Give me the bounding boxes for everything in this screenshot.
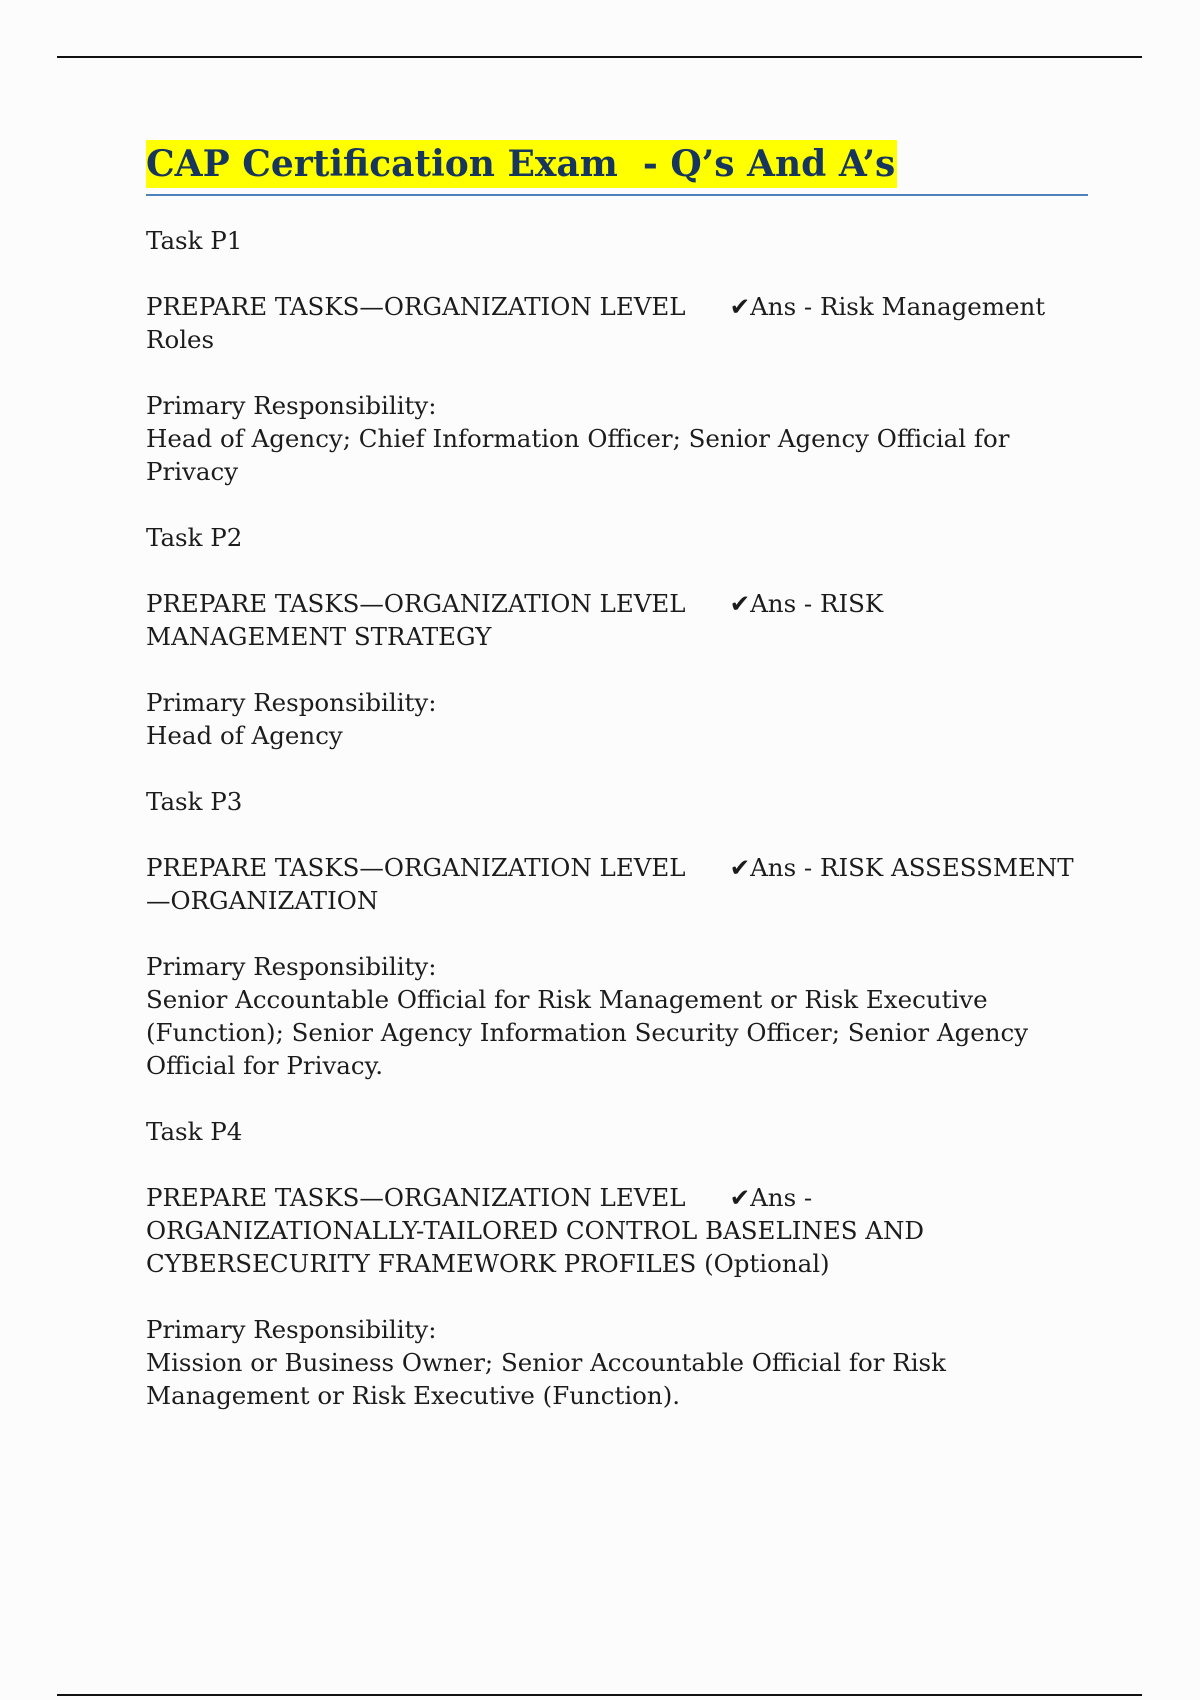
question-text: PREPARE TASKS—ORGANIZATION LEVEL: [146, 853, 686, 882]
responsibility-label: Primary Responsibility:: [146, 952, 437, 981]
checkmark-icon: ✔: [729, 292, 751, 321]
responsibility-text: Head of Agency; Chief Information Officer; Senior Agency Official for Privacy: [146, 424, 1010, 486]
answer-text: RISK MANAGEMENT STRATEGY: [146, 589, 884, 651]
responsibility-label: Primary Responsibility:: [146, 391, 437, 420]
ans-label: Ans -: [750, 853, 820, 882]
question-text: PREPARE TASKS—ORGANIZATION LEVEL: [146, 589, 686, 618]
qa-entry: [146, 1115, 1088, 1412]
qa-entry: [146, 785, 1088, 1082]
responsibility-text: Mission or Business Owner; Senior Accountable Official for Risk Management or Risk Executive (Function).: [146, 1348, 946, 1410]
answer-text: Risk Management Roles: [146, 292, 1046, 354]
responsibility-block: [146, 950, 1088, 1082]
responsibility-block: [146, 389, 1088, 488]
checkmark-icon: ✔: [729, 1183, 751, 1212]
task-label: Task P4: [146, 1117, 243, 1146]
document-title: CAP Certification Exam - Q’s And A’s: [146, 140, 897, 188]
responsibility-block: [146, 1313, 1088, 1412]
question-text: PREPARE TASKS—ORGANIZATION LEVEL: [146, 292, 686, 321]
checkmark-icon: ✔: [729, 853, 751, 882]
qa-entry: [146, 521, 1088, 752]
checkmark-icon: ✔: [729, 589, 751, 618]
title-block: [146, 140, 1088, 196]
responsibility-text: Head of Agency: [146, 721, 343, 750]
task-label: Task P3: [146, 787, 243, 816]
task-label: Task P2: [146, 523, 243, 552]
responsibility-block: [146, 686, 1088, 752]
answer-text: RISK ASSESSMENT—ORGANIZATION: [146, 853, 1074, 915]
header-rule: [57, 56, 1142, 58]
responsibility-label: Primary Responsibility:: [146, 688, 437, 717]
question-answer: [146, 587, 1088, 653]
footer-rule: [57, 1694, 1142, 1696]
question-text: PREPARE TASKS—ORGANIZATION LEVEL: [146, 1183, 686, 1212]
responsibility-text: Senior Accountable Official for Risk Management or Risk Executive (Function); Senior Agency Information Security Officer; Senior Agency Official for Privacy.: [146, 985, 1029, 1080]
question-answer: [146, 851, 1088, 917]
question-answer: [146, 1181, 1088, 1280]
document-body: [146, 140, 1088, 1445]
task-label: Task P1: [146, 226, 243, 255]
answer-text: ORGANIZATIONALLY-TAILORED CONTROL BASELINES AND CYBERSECURITY FRAMEWORK PROFILES (Optional): [146, 1216, 925, 1278]
ans-label: Ans -: [750, 589, 820, 618]
ans-label: Ans -: [750, 1183, 813, 1212]
qa-entry: [146, 224, 1088, 488]
ans-label: Ans -: [750, 292, 820, 321]
question-answer: [146, 290, 1088, 356]
responsibility-label: Primary Responsibility:: [146, 1315, 437, 1344]
